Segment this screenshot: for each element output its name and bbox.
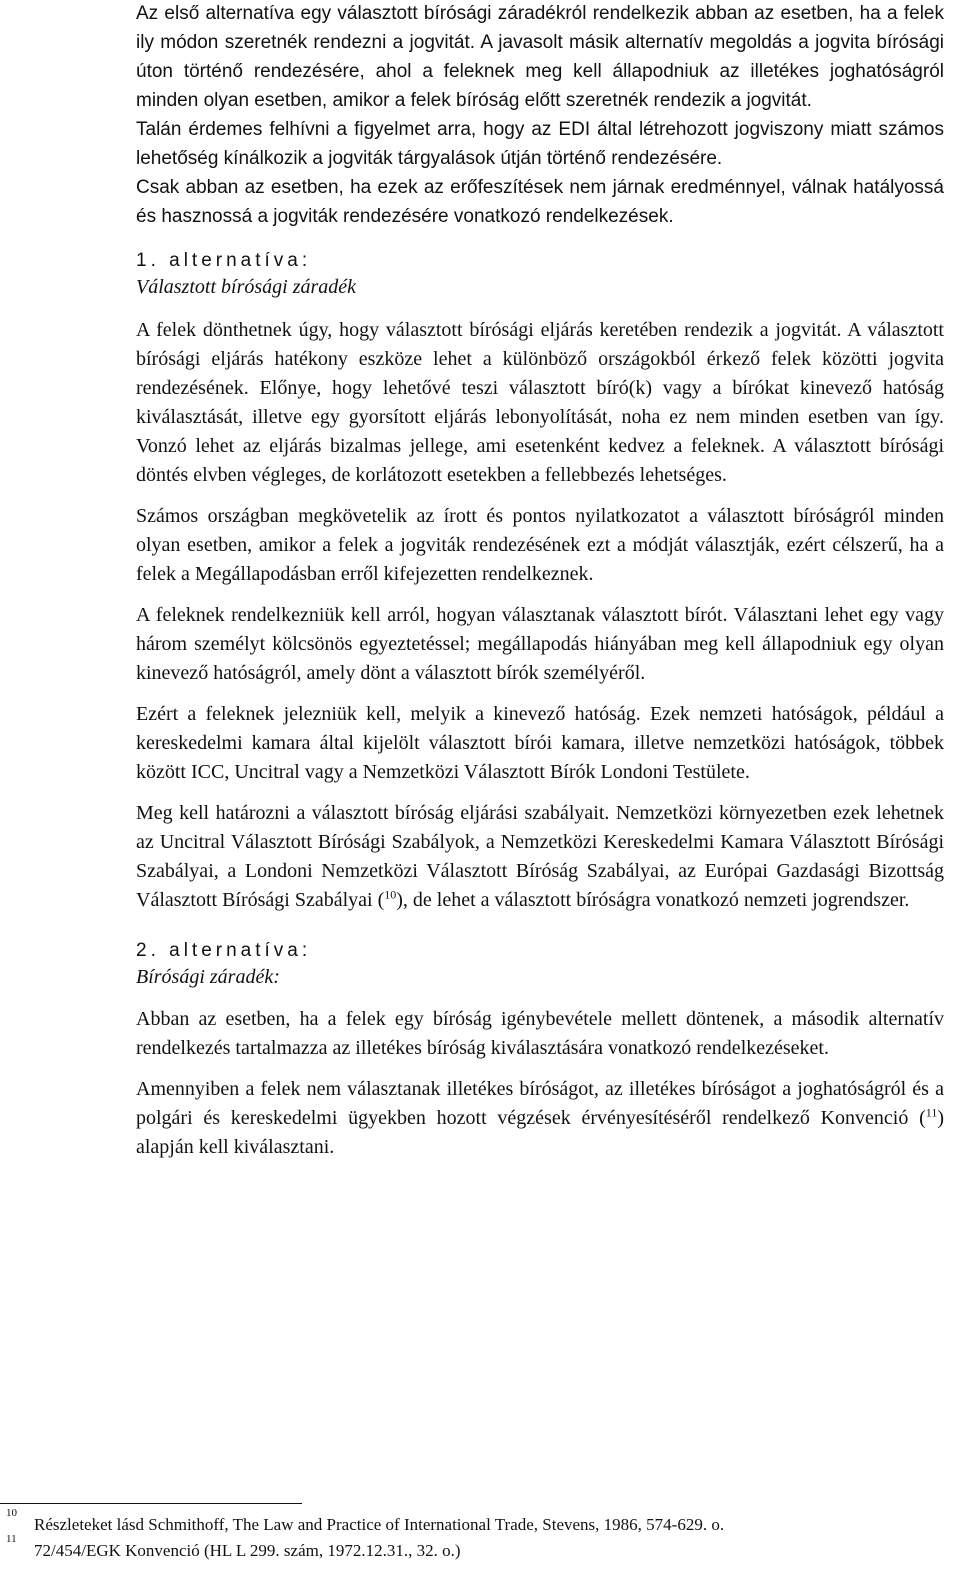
paragraph-written-declaration: Számos országban megkövetelik az írott és pontos nyilatkozatot a választott bíróságról minden olyan esetben, amikor a felek a jogviták rendezésének ezt a módját választják, ezért célszerű, ha a felek a Megállapodásban erről kifejezetten rendelkeznek. (136, 505, 944, 585)
jurisdiction-text-1: Amennyiben a felek nem választanak illetékes bíróságot, az illetékes bíróságot a joghatóságról és a polgári és kereskedelmi ügyekben hozott végzések érvényesítéséről rendelkező Konvenció ( (136, 1078, 944, 1129)
procedural-rules-text-1: Meg kell határozni a választott bíróság eljárási szabályait. Nemzetközi környezetben ezek lehetnek az Uncitral Választott Bírósági Szabályok, a Nemzetközi Kereskedelmi Kamara Választott Bírósági Szabályai, a Londoni Nemzetközi Választott Bíróság Szabályai, az Európai Gazdasági Bizottság Választott Bírósági Szabályai ( (136, 802, 944, 911)
footnote-10 (0, 1507, 960, 1538)
paragraph-intro: Az első alternatíva egy választott bírósági záradékról rendelkezik abban az esetben, ha a felek ily módon szeretnék rendezni a jogvitát. A javasolt másik alternatív megoldás a jogvita bírósági úton történő rendezésére, ahol a feleknek meg kell állapodniuk az illetékes joghatóságról minden olyan esetben, amikor a felek bíróság előtt szeretnék rendezik a jogvitát. (136, 3, 944, 111)
alternative-2-heading: 2. alternatíva: (136, 940, 312, 961)
footnote-number: 10 (6, 1507, 17, 1519)
paragraph-court-clause: Abban az esetben, ha a felek egy bíróság igénybevétele mellett döntenek, a második alternatív rendelkezés tartalmazza az illetékes bíróság kiválasztására vonatkozó rendelkezéseket. (136, 1008, 944, 1059)
alternative-1-heading: 1. alternatíva: (136, 250, 312, 271)
footnote-number: 11 (6, 1533, 17, 1545)
footnote-ref-11[interactable]: 11 (925, 1105, 938, 1120)
footnote-text: Részleteket lásd Schmithoff, The Law and Practice of International Trade, Stevens, 1986, 574-629. o. (34, 1515, 725, 1534)
footnotes (0, 1507, 960, 1564)
document-body (136, 0, 944, 1162)
paragraph-jurisdiction (136, 1075, 944, 1162)
paragraph-choose-arbitrator: A feleknek rendelkezniük kell arról, hogyan választanak választott bírót. Választani lehet egy vagy három személyt kölcsönös egyeztetéssel; megállapodás hiányában meg kell állapodniuk egy olyan kinevező hatóságról, amely dönt a választott bírók személyéről. (136, 604, 944, 684)
alternative-2-subheading: Bírósági záradék: (136, 966, 280, 988)
alternative-1-subheading: Választott bírósági záradék (136, 276, 357, 298)
paragraph-procedural-rules (136, 799, 944, 915)
footnote-11 (0, 1533, 960, 1564)
footnote-separator (0, 1503, 302, 1504)
footnote-ref-10[interactable]: 10 (384, 887, 397, 902)
paragraph-arbitration: A felek dönthetnek úgy, hogy választott bírósági eljárás keretében rendezik a jogvitát. A választott bírósági eljárás hatékony eszköze lehet a különböző országokból érkező felek közötti jogvita rendezésének. Előnye, hogy lehetővé teszi választott bíró(k) vagy a bírókat kinevező hatóság kiválasztását, illetve egy gyorsított eljárás lebonyolítását, noha ez nem minden esetben van így. Vonzó lehet az eljárás bizalmas jellege, ami esetenként kedvez a feleknek. A választott bírósági döntés elvben végleges, de korlátozott esetekben a fellebbezés lehetséges. (136, 319, 944, 486)
paragraph-efforts: Csak abban az esetben, ha ezek az erőfeszítések nem járnak eredménnyel, válnak hatályossá és hasznossá a jogviták rendezésére vonatkozó rendelkezések. (136, 177, 944, 227)
paragraph-appointing-authority: Ezért a feleknek jelezniük kell, melyik a kinevező hatóság. Ezek nemzeti hatóságok, például a kereskedelmi kamara által kijelölt választott bírói kamara, illetve nemzetközi hatóságok, többek között ICC, Uncitral vagy a Nemzetközi Választott Bírók Londoni Testülete. (136, 703, 944, 783)
procedural-rules-text-2: ), de lehet a választott bíróságra vonatkozó nemzeti jogrendszer. (396, 889, 910, 911)
jurisdiction-text-2: ) alapján kell kiválasztani. (136, 1107, 944, 1158)
footnote-text: 72/454/EGK Konvenció (HL L 299. szám, 1972.12.31., 32. o.) (34, 1541, 461, 1560)
paragraph-edi: Talán érdemes felhívni a figyelmet arra, hogy az EDI által létrehozott jogviszony miatt számos lehetőség kínálkozik a jogviták tárgyalások útján történő rendezésére. (136, 119, 944, 169)
